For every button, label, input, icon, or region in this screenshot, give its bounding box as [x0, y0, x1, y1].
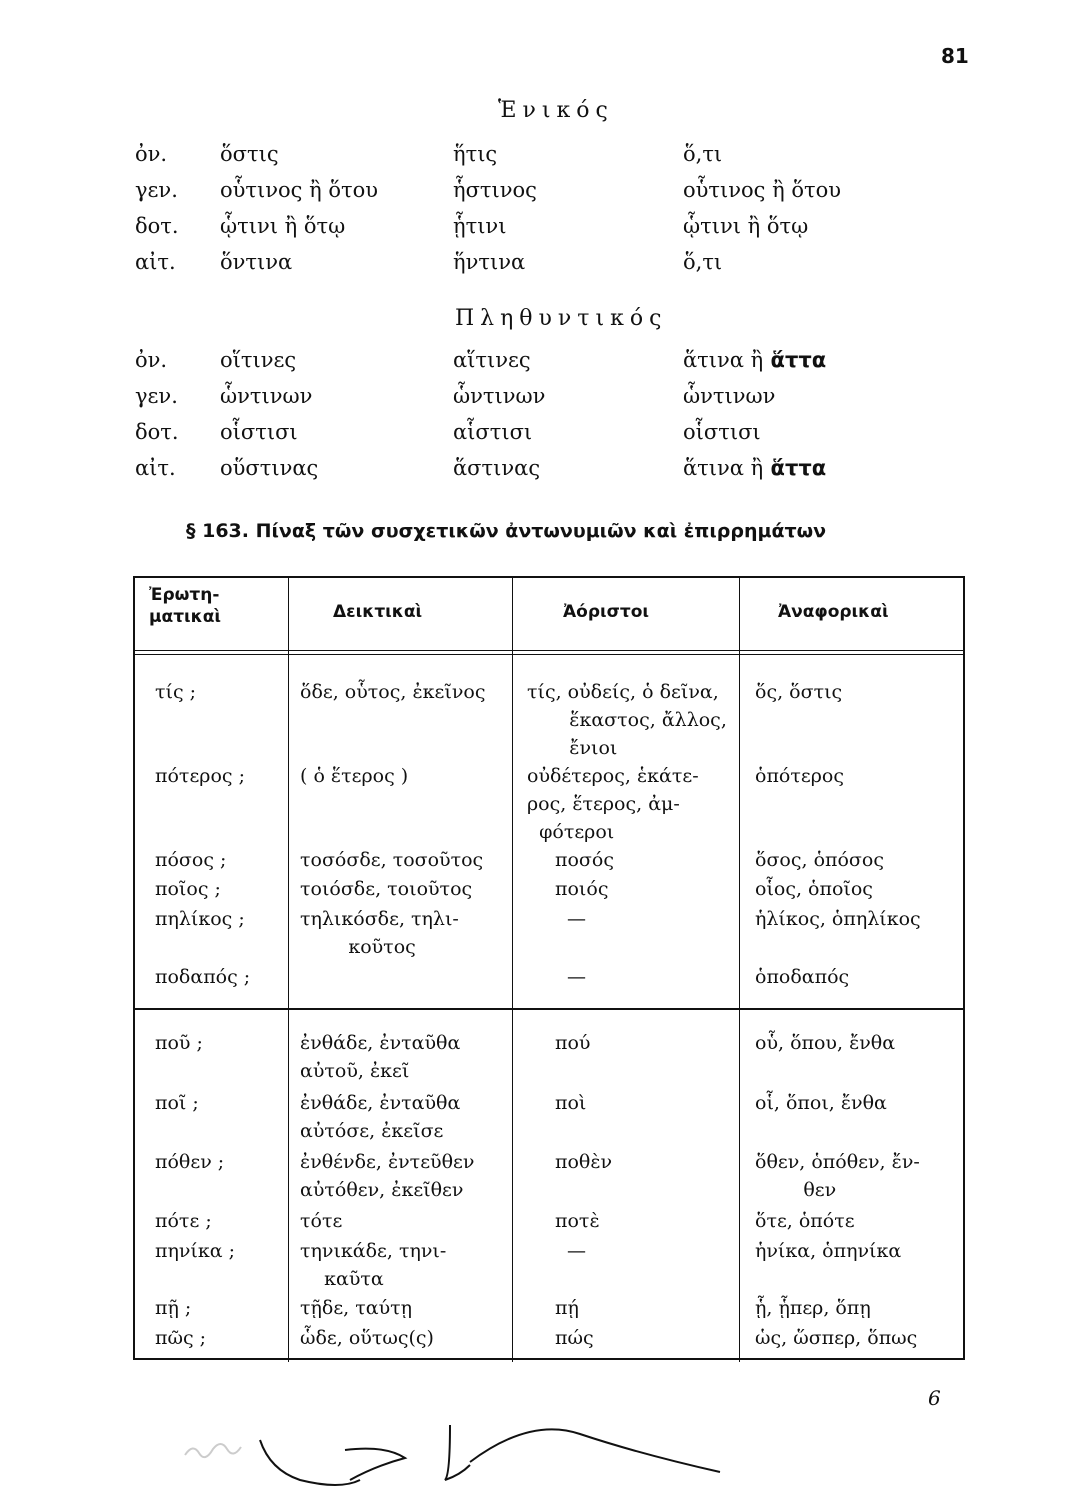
- case-label: γεν.: [135, 178, 178, 202]
- masculine-form: οἵτινες: [220, 348, 297, 372]
- case-label: δοτ.: [135, 420, 179, 444]
- indefinite-cell: οὐδέτερος, ἑκάτε- ρος, ἕτερος, ἀμ- φότεροι: [527, 765, 699, 843]
- interrogative-cell: ποῖ ;: [155, 1092, 199, 1114]
- demonstrative-cell: τῇδε, ταύτῃ: [300, 1297, 413, 1319]
- neuter-form: ἅτινα ἢ ἅττα: [683, 456, 827, 480]
- demonstrative-cell: ὧδε, οὕτως(ς): [300, 1327, 434, 1349]
- header-demonstrative: Δεικτικαὶ: [333, 602, 423, 622]
- neuter-form: ἅτινα ἢ ἅττα: [683, 348, 827, 372]
- feminine-form: αἵτινες: [453, 348, 531, 372]
- neuter-alt-form: ἅττα: [763, 456, 827, 480]
- indefinite-cell: ποθὲν: [555, 1151, 613, 1173]
- demonstrative-cell: ( ὁ ἕτερος ): [300, 765, 409, 787]
- neuter-form: οἷστισι: [683, 420, 761, 444]
- feminine-form: ἧστινος: [453, 178, 537, 202]
- indefinite-cell: ποτὲ: [555, 1210, 600, 1232]
- case-label: δοτ.: [135, 214, 179, 238]
- indefinite-cell: ποιός: [555, 878, 609, 900]
- neuter-form: ὅ,τι: [683, 142, 723, 166]
- masculine-form: οὕστινας: [220, 456, 319, 480]
- handwritten-scribble: [165, 1400, 745, 1495]
- masculine-form: οὗτινος ἢ ὅτου: [220, 178, 379, 202]
- demonstrative-cell: ἐνθάδε, ἐνταῦθα αὐτόσε, ἐκεῖσε: [300, 1092, 461, 1142]
- interrogative-cell: πότερος ;: [155, 765, 245, 787]
- interrogative-cell: πηλίκος ;: [155, 908, 245, 930]
- relative-cell: ὅθεν, ὁπόθεν, ἔν- θεν: [755, 1151, 920, 1201]
- relative-cell: οὗ, ὅπου, ἔνθα: [755, 1032, 896, 1054]
- case-label: αἰτ.: [135, 250, 176, 274]
- indefinite-cell: πού: [555, 1032, 591, 1054]
- relative-cell: οἷ, ὅποι, ἔνθα: [755, 1092, 887, 1114]
- interrogative-cell: πόθεν ;: [155, 1151, 225, 1173]
- relative-cell: ὅς, ὅστις: [755, 681, 843, 703]
- page-number: 81: [941, 44, 969, 68]
- indefinite-cell: ποὶ: [555, 1092, 587, 1114]
- neuter-form: ὧντινων: [683, 384, 776, 408]
- folio-mark: 6: [928, 1386, 941, 1410]
- demonstrative-cell: τοιόσδε, τοιοῦτος: [300, 878, 473, 900]
- case-label: ὀν.: [135, 142, 168, 166]
- feminine-form: ᾗτινι: [453, 214, 507, 238]
- relative-cell: οἷος, ὁποῖος: [755, 878, 873, 900]
- indefinite-cell: πώς: [555, 1327, 594, 1349]
- demonstrative-cell: τηλικόσδε, τηλι- κοῦτος: [300, 908, 459, 958]
- neuter-form: οὗτινος ἢ ὅτου: [683, 178, 842, 202]
- indefinite-cell: τίς, οὐδείς, ὁ δεῖνα, ἕκαστος, ἄλλος, ἔνιοι: [527, 681, 727, 759]
- relative-cell: ἡνίκα, ὁπηνίκα: [755, 1240, 902, 1262]
- feminine-form: αἷστισι: [453, 420, 533, 444]
- masculine-form: ὅντινα: [220, 250, 293, 274]
- interrogative-cell: πόσος ;: [155, 849, 227, 871]
- header-interrogative: Ἐρωτη- ματικαὶ: [149, 585, 222, 627]
- case-label: γεν.: [135, 384, 178, 408]
- masculine-form: οἷστισι: [220, 420, 298, 444]
- interrogative-cell: ποδαπός ;: [155, 966, 251, 988]
- case-label: αἰτ.: [135, 456, 176, 480]
- demonstrative-cell: ὅδε, οὗτος, ἐκεῖνος: [300, 681, 486, 703]
- correlatives-table: [133, 576, 965, 1360]
- demonstrative-cell: τηνικάδε, τηνι- καῦτα: [300, 1240, 447, 1290]
- masculine-form: ὧντινων: [220, 384, 313, 408]
- relative-cell: ὁπότερος: [755, 765, 844, 787]
- indefinite-cell: —: [567, 908, 586, 930]
- neuter-alt-form: ἅττα: [763, 348, 827, 372]
- feminine-form: ἅστινας: [453, 456, 541, 480]
- interrogative-cell: πῶς ;: [155, 1327, 207, 1349]
- demonstrative-cell: ἐνθάδε, ἐνταῦθα αὐτοῦ, ἐκεῖ: [300, 1032, 461, 1082]
- neuter-form: ᾧτινι ἢ ὅτῳ: [683, 214, 809, 238]
- relative-cell: ὅτε, ὁπότε: [755, 1210, 855, 1232]
- feminine-form: ἥντινα: [453, 250, 526, 274]
- plural-heading: Πληθυντικός: [455, 306, 668, 331]
- feminine-form: ὧντινων: [453, 384, 546, 408]
- header-indefinite: Ἀόριστοι: [563, 602, 650, 622]
- indefinite-cell: ποσός: [555, 849, 614, 871]
- interrogative-cell: πηνίκα ;: [155, 1240, 236, 1262]
- indefinite-cell: —: [567, 1240, 586, 1262]
- indefinite-cell: —: [567, 966, 586, 988]
- interrogative-cell: πῇ ;: [155, 1297, 192, 1319]
- singular-heading: Ἑνικός: [498, 98, 614, 123]
- demonstrative-cell: ἐνθένδε, ἐντεῦθεν αὐτόθεν, ἐκεῖθεν: [300, 1151, 475, 1201]
- demonstrative-cell: τοσόσδε, τοσοῦτος: [300, 849, 484, 871]
- interrogative-cell: τίς ;: [155, 681, 197, 703]
- interrogative-cell: ποῖος ;: [155, 878, 221, 900]
- demonstrative-cell: τότε: [300, 1210, 343, 1232]
- relative-cell: ὡς, ὥσπερ, ὅπως: [755, 1327, 918, 1349]
- masculine-form: ὅστις: [220, 142, 279, 166]
- interrogative-cell: ποῦ ;: [155, 1032, 203, 1054]
- relative-cell: ὁποδαπός: [755, 966, 850, 988]
- case-label: ὀν.: [135, 348, 168, 372]
- relative-cell: ἡλίκος, ὁπηλίκος: [755, 908, 921, 930]
- feminine-form: ἥτις: [453, 142, 498, 166]
- interrogative-cell: πότε ;: [155, 1210, 212, 1232]
- neuter-form: ὅ,τι: [683, 250, 723, 274]
- relative-cell: ὅσος, ὁπόσος: [755, 849, 884, 871]
- indefinite-cell: πῄ: [555, 1297, 579, 1319]
- section-title: § 163. Πίναξ τῶν συσχετικῶν ἀντωνυμιῶν καὶ ἐπιρρημάτων: [186, 520, 827, 542]
- masculine-form: ᾧτινι ἢ ὅτῳ: [220, 214, 346, 238]
- header-relative: Ἀναφορικαὶ: [778, 602, 889, 622]
- relative-cell: ᾗ, ᾗπερ, ὅπῃ: [755, 1297, 871, 1319]
